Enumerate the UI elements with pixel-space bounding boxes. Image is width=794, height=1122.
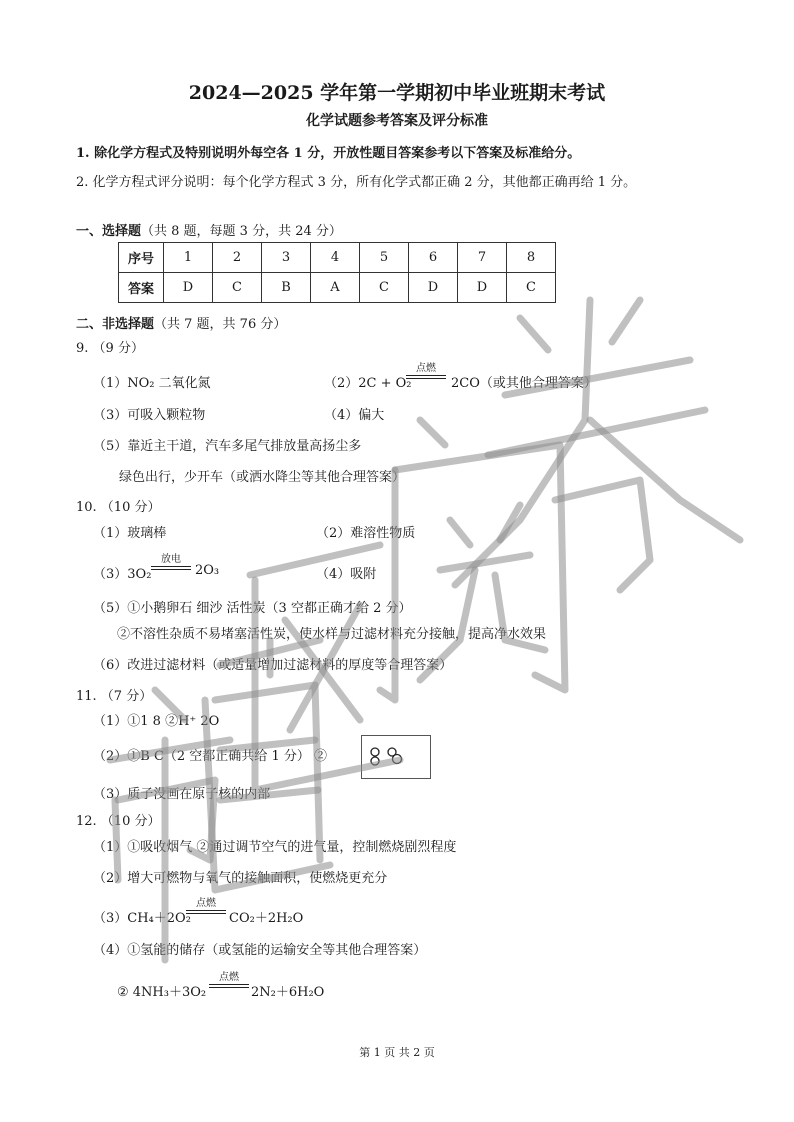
q11-answer-2: （2）①B C（2 空都正确共给 1 分） ② xyxy=(93,749,327,764)
equals-sign xyxy=(406,375,446,379)
section2-title: 二、非选择题 xyxy=(76,317,155,332)
q10-answer-3-left: （3）3O₂ xyxy=(93,567,152,582)
molecule-model-box xyxy=(361,735,431,779)
q12-answer-3-right: CO₂＋2H₂O xyxy=(229,911,304,926)
q9-answer-5-line2: 绿色出行，少开车（或洒水降尘等其他合理答案） xyxy=(119,470,406,485)
table-cell: 7 xyxy=(458,243,507,273)
q11-answer-3: （3）质子没画在原子核的内部 xyxy=(93,787,271,802)
q9-reaction-condition xyxy=(406,364,446,379)
condition-label: 点燃 xyxy=(196,898,216,909)
condition-label: 点燃 xyxy=(416,363,436,374)
section1-title: 一、选择题 xyxy=(76,224,142,239)
section2-heading xyxy=(76,313,286,332)
table-cell: C xyxy=(213,273,262,303)
q10-answer-5-line1: （5）①小鹅卵石 细沙 活性炭（3 空都正确才给 2 分） xyxy=(93,601,412,616)
table-cell: 1 xyxy=(164,243,213,273)
q12-answer-1: （1）①吸收烟气 ②通过调节空气的进气量，控制燃烧剧烈程度 xyxy=(93,840,457,855)
q12-answer-4-left: ② 4NH₃＋3O₂ xyxy=(117,985,207,1000)
q9-answer-4: （4）偏大 xyxy=(324,408,385,423)
q10-answer-5-line2: ②不溶性杂质不易堵塞活性炭，使水样与过滤材料充分接触，提高净水效果 xyxy=(117,627,547,642)
q9-answer-3: （3）可吸入颗粒物 xyxy=(93,408,206,423)
page-title: 2024—2025 学年第一学期初中毕业班期末考试 xyxy=(188,82,606,104)
q9-header: 9. （9 分） xyxy=(76,341,144,356)
q10-answer-1: （1）玻璃棒 xyxy=(93,526,167,541)
q10-answer-6: （6）改进过滤材料（或适量增加过滤材料的厚度等合理答案） xyxy=(93,658,453,673)
q9-answer-5-line1: （5）靠近主干道，汽车多尾气排放量高扬尘多 xyxy=(93,439,362,454)
section1-detail: （共 8 题，每题 3 分，共 24 分） xyxy=(141,224,342,239)
q10-header: 10. （10 分） xyxy=(76,500,161,515)
equals-sign xyxy=(209,984,249,988)
table-cell: D xyxy=(164,273,213,303)
table-cell: B xyxy=(262,273,311,303)
table-cell: 5 xyxy=(360,243,409,273)
q11-answer-1: （1）①1 8 ②H⁺ 2O xyxy=(93,714,220,729)
q12-answer-4-right: 2N₂＋6H₂O xyxy=(251,985,325,1000)
equals-sign xyxy=(151,566,191,570)
row-label-answer: 答案 xyxy=(119,273,164,303)
q12-answer-2: （2）增大可燃物与氧气的接触面积，使燃烧更充分 xyxy=(93,871,388,886)
table-cell: A xyxy=(311,273,360,303)
q12-answer-4-line1: （4）①氢能的储存（或氢能的运输安全等其他合理答案） xyxy=(93,943,427,958)
q12-reaction-condition-2 xyxy=(209,973,249,988)
q10-answer-3-right: 2O₃ xyxy=(195,563,220,578)
table-row xyxy=(119,243,556,273)
q9-answer-2-right: 2CO（或其他合理答案） xyxy=(451,376,597,391)
page-subtitle: 化学试题参考答案及评分标准 xyxy=(306,113,488,129)
table-cell: C xyxy=(360,273,409,303)
section2-detail: （共 7 题，共 76 分） xyxy=(154,317,287,332)
note-2: 2. 化学方程式评分说明：每个化学方程式 3 分，所有化学式都正确 2 分，其他都正确再给 1 分。 xyxy=(76,175,637,190)
table-cell: D xyxy=(409,273,458,303)
table-cell: 8 xyxy=(507,243,556,273)
molecule-model-icon xyxy=(362,736,430,778)
row-label-number: 序号 xyxy=(119,243,164,273)
table-cell: 6 xyxy=(409,243,458,273)
q12-header: 12. （10 分） xyxy=(76,814,161,829)
table-cell: 3 xyxy=(262,243,311,273)
table-cell: C xyxy=(507,273,556,303)
q10-answer-2: （2）难溶性物质 xyxy=(316,526,416,541)
note-1: 1. 除化学方程式及特别说明外每空各 1 分，开放性题目答案参考以下答案及标准给分。 xyxy=(76,146,581,161)
page-footer: 第 1 页 共 2 页 xyxy=(359,1046,435,1059)
table-cell: 2 xyxy=(213,243,262,273)
table-row xyxy=(119,273,556,303)
equals-sign xyxy=(186,910,226,914)
q10-answer-4: （4）吸附 xyxy=(316,567,377,582)
table-cell: 4 xyxy=(311,243,360,273)
q10-reaction-condition xyxy=(151,555,191,570)
answer-table xyxy=(118,242,556,303)
q9-answer-2-left: （2）2C + O₂ xyxy=(324,376,412,391)
q11-header: 11. （7 分） xyxy=(76,689,153,704)
condition-label: 放电 xyxy=(161,554,181,565)
q12-reaction-condition-1 xyxy=(186,899,226,914)
q9-answer-1: （1）NO₂ 二氧化氮 xyxy=(93,376,211,391)
section1-heading xyxy=(76,220,342,239)
table-cell: D xyxy=(458,273,507,303)
condition-label: 点燃 xyxy=(219,972,239,983)
q12-answer-3-left: （3）CH₄＋2O₂ xyxy=(93,911,191,926)
